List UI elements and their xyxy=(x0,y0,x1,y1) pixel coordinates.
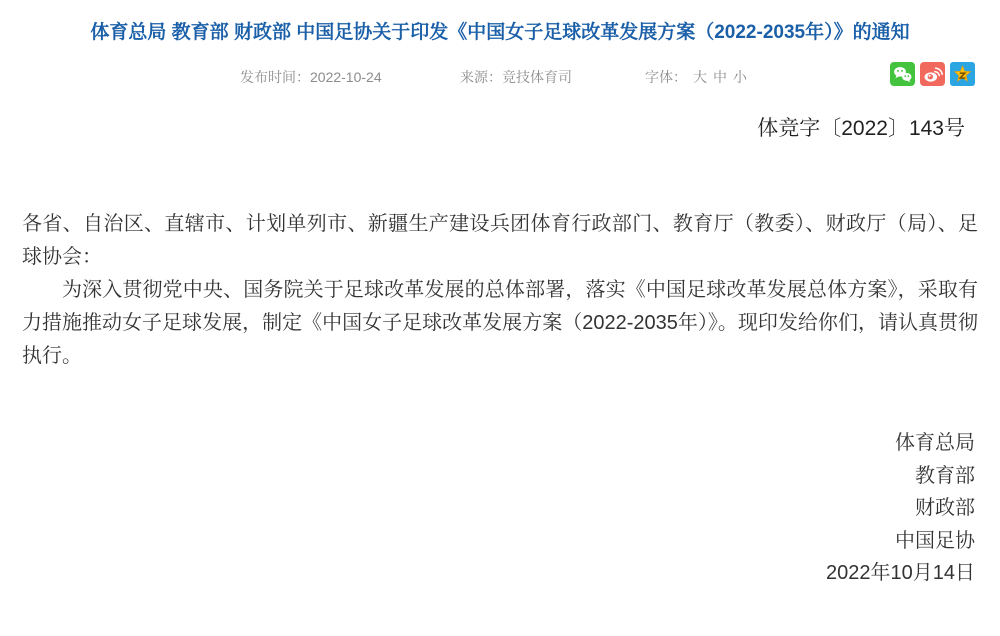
font-size-small-button[interactable]: 小 xyxy=(733,69,747,85)
main-paragraph: 为深入贯彻党中央、国务院关于足球改革发展的总体部署，落实《中国足球改革发展总体方案》，采取有力措施推动女子足球发展，制定《中国女子足球改革发展方案（2022-2035年）》。现印发给你们，请认真贯彻执行。 xyxy=(22,279,978,367)
meta-bar xyxy=(0,62,1000,88)
signature-org: 教育部 xyxy=(915,464,975,487)
page-title: 体育总局 教育部 财政部 中国足协关于印发《中国女子足球改革发展方案（2022-2035年）》的通知 xyxy=(90,22,910,43)
salutation-paragraph: 各省、自治区、直辖市、计划单列市、新疆生产建设兵团体育行政部门、教育厅（教委）、财政厅（局）、足球协会： xyxy=(22,213,978,268)
publish-time-value: 2022-10-24 xyxy=(310,69,382,85)
font-size-label: 字体： xyxy=(645,69,687,85)
publish-time xyxy=(240,67,382,87)
font-size-control xyxy=(645,67,747,87)
qzone-share-icon[interactable] xyxy=(950,62,975,86)
signature-org: 财政部 xyxy=(915,497,975,519)
signature-org: 中国足协 xyxy=(895,529,975,552)
publish-time-label: 发布时间： xyxy=(240,69,310,85)
document-body xyxy=(0,208,1000,373)
wechat-share-icon[interactable] xyxy=(890,62,915,86)
document-number: 体竞字〔2022〕143号 xyxy=(757,117,965,140)
source-label: 来源： xyxy=(460,69,502,85)
font-size-medium-button[interactable]: 中 xyxy=(713,69,727,85)
font-size-large-button[interactable]: 大 xyxy=(693,69,707,85)
notice-page xyxy=(0,19,1000,636)
signature-org: 体育总局 xyxy=(895,432,975,454)
source xyxy=(460,67,572,87)
share-icons xyxy=(890,62,975,86)
signature-block xyxy=(0,427,1000,590)
source-value: 竞技体育司 xyxy=(502,69,572,85)
signature-date: 2022年10月14日 xyxy=(826,562,975,584)
weibo-share-icon[interactable] xyxy=(920,62,945,86)
